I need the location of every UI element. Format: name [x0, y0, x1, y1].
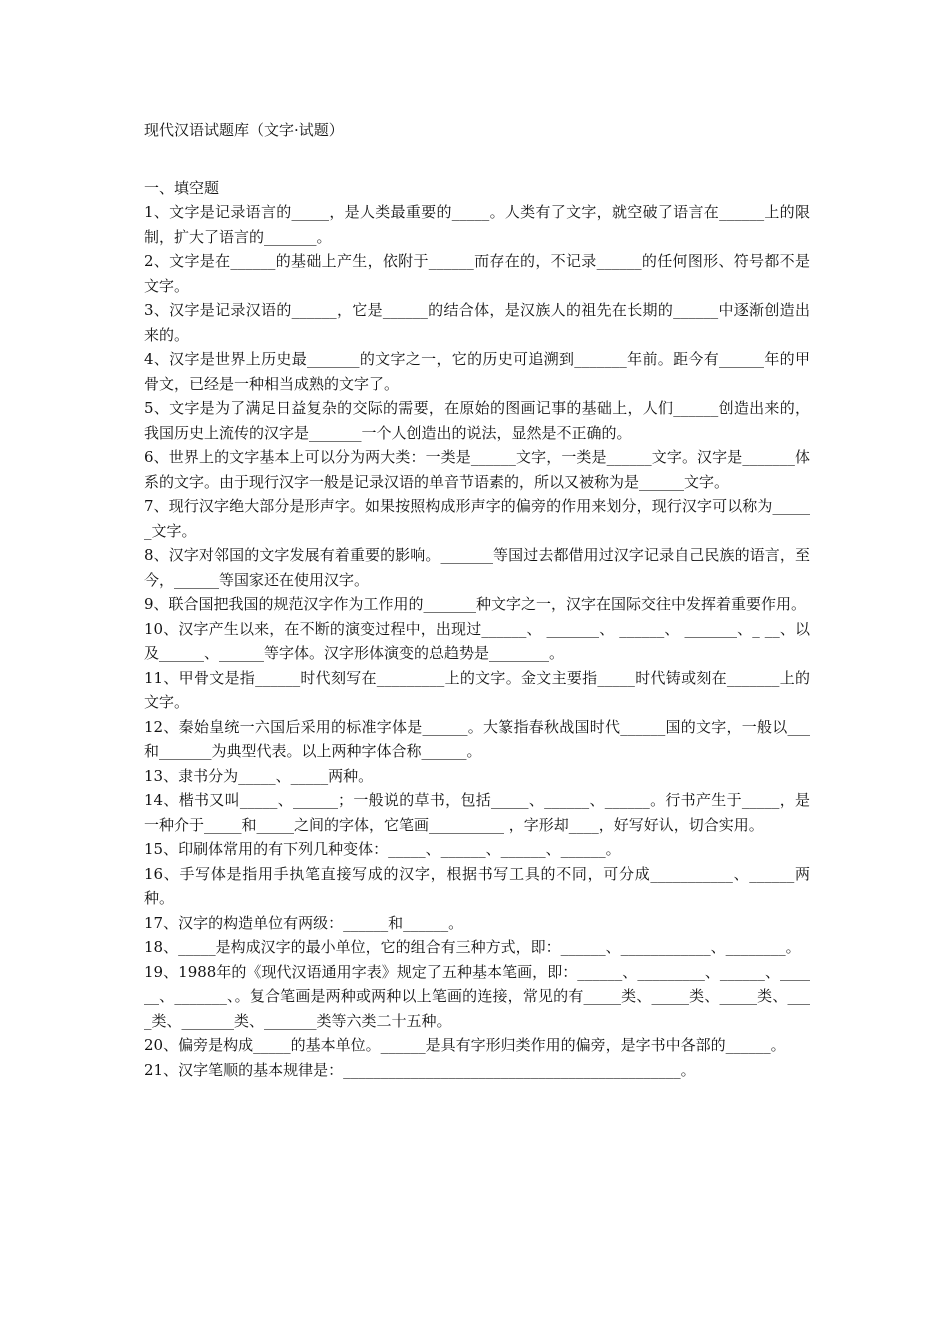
question-list	[144, 200, 810, 1082]
document-content	[144, 118, 810, 1082]
question-21: 21、汉字笔顺的基本规律是：_____________________________________________。	[144, 1060, 696, 1079]
question-5: 5、文字是为了满足日益复杂的交际的需要，在原始的图画记事的基础上，人们______创造出来的，我国历史上流传的汉字是_______一个人创造出的说法，显然是不正确的。	[144, 399, 810, 442]
question-16: 16、手写体是指用手执笔直接写成的汉字，根据书写工具的不同，可分成___________、______两种。	[144, 864, 810, 907]
question-3: 3、汉字是记录汉语的______，它是______的结合体，是汉族人的祖先在长期的______中逐渐创造出来的。	[144, 301, 810, 344]
question-14: 14、楷书又叫_____、______；一般说的草书，包括_____、______、______。行书产生于_____，是一种介于_____和_____之间的字体，它笔画__________ ，字形却____，好写好认，切合实用。	[144, 791, 810, 834]
question-9: 9、联合国把我国的规范汉字作为工作用的_______种文字之一，汉字在国际交往中发挥着重要作用。	[144, 595, 807, 613]
question-10: 10、汉字产生以来，在不断的演变过程中，出现过______、 _______、 ______、 _______、_ __、以及______、______等字体。汉字形体演变的总趋势是________。	[144, 619, 810, 662]
question-7: 7、现行汉字绝大部分是形声字。如果按照构成形声字的偏旁的作用来划分，现行汉字可以称为______文字。	[144, 497, 810, 540]
question-8: 8、汉字对邻国的文字发展有着重要的影响。_______等国过去都借用过汉字记录自己民族的语言，至今，______等国家还在使用汉字。	[144, 546, 810, 589]
question-19: 19、1988年的《现代汉语通用字表》规定了五种基本笔画，即：______、_________、______、______、_______、。复合笔画是两种或两种以上笔画的连接，常见的有_____类、_____类、_____类、____类、_______类、_______类等六类二十五种。	[144, 962, 810, 1030]
question-1: 1、文字是记录语言的_____，是人类最重要的_____。人类有了文字，就空破了语言在______上的限制，扩大了语言的_______。	[144, 203, 810, 246]
question-4: 4、汉字是世界上历史最_______的文字之一，它的历史可追溯到_______年前。距今有______年的甲骨文，已经是一种相当成熟的文字了。	[144, 350, 810, 393]
question-2: 2、文字是在______的基础上产生，依附于______而存在的，不记录______的任何图形、符号都不是文字。	[144, 252, 810, 295]
question-6: 6、世界上的文字基本上可以分为两大类：一类是______文字，一类是______文字。汉字是_______体系的文字。由于现行汉字一般是记录汉语的单音节语素的，所以又被称为是______文字。	[144, 448, 810, 491]
question-11: 11、甲骨文是指______时代刻写在_________上的文字。金文主要指_____时代铸或刻在_______上的文字。	[144, 668, 810, 711]
question-18: 18、_____是构成汉字的最小单位，它的组合有三种方式，即：______、____________、________。	[144, 938, 801, 956]
question-17: 17、汉字的构造单位有两级：______和______。	[144, 913, 464, 932]
section-title: 一、填空题	[144, 179, 220, 197]
question-12: 12、秦始皇统一六国后采用的标准字体是______。大篆指春秋战国时代______国的文字，一般以___和_______为典型代表。以上两种字体合称______。	[144, 717, 810, 760]
question-13: 13、隶书分为_____、_____两种。	[144, 766, 374, 785]
question-20: 20、偏旁是构成_____的基本单位。______是具有字形归类作用的偏旁，是字书中各部的______。	[144, 1036, 786, 1054]
question-15: 15、印刷体常用的有下列几种变体：_____、______、______、______。	[144, 840, 621, 858]
document-title: 现代汉语试题库（文字·试题）	[144, 121, 344, 139]
